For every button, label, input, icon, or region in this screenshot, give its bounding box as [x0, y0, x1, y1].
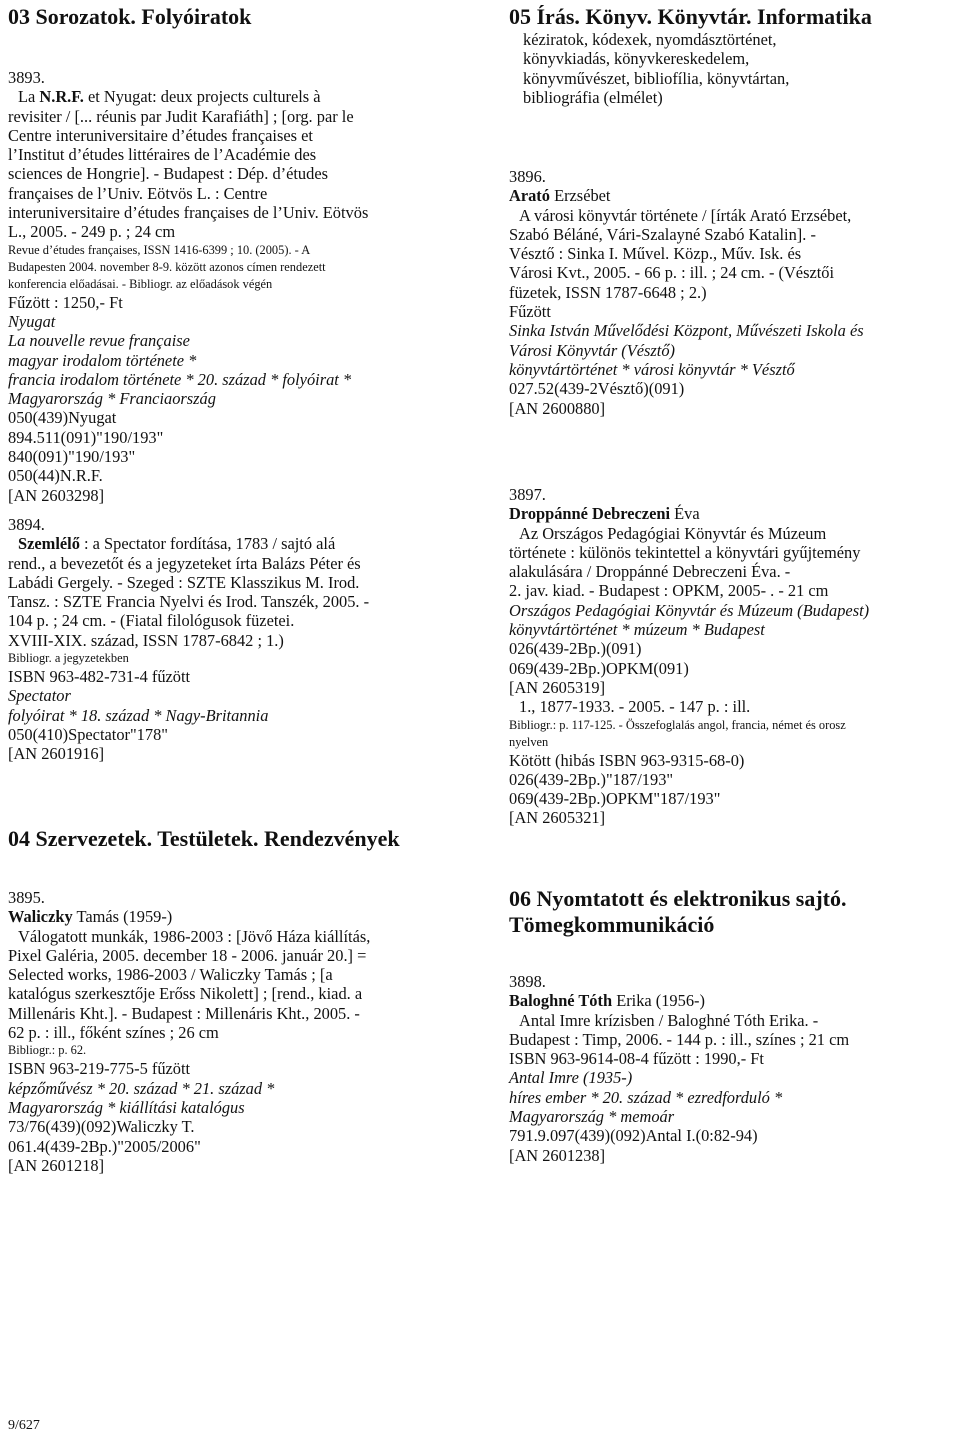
- class-code: 069(439-2Bp.)OPKM"187/193": [509, 789, 721, 809]
- entry-title-line: A városi könyvtár története / [írták Arató Erzsébet,: [519, 205, 852, 225]
- accession-number: [AN 2605319]: [509, 677, 606, 697]
- entry-isbn: ISBN 963-482-731-4 fűzött: [8, 667, 191, 687]
- subject-heading: Magyarország * kiállítási katalógus: [8, 1097, 245, 1117]
- entry-line: Vésztő : Sinka I. Művel. Közp., Műv. Isk. és: [509, 244, 802, 264]
- subject-heading: könyvtártörténet * városi könyvtár * Vésztő: [509, 359, 795, 379]
- entry-line: XVIII-XIX. század, ISSN 1787-6842 ; 1.): [8, 630, 284, 650]
- entry-number: 3898.: [509, 972, 546, 991]
- entry-line: revisiter / [... réunis par Judit Karafiáth] ; [org. par le: [8, 106, 354, 126]
- entry-author: Waliczky Tamás (1959-): [8, 907, 173, 927]
- class-code: 069(439-2Bp.)OPKM(091): [509, 658, 689, 678]
- accession-number: [AN 2600880]: [509, 398, 606, 418]
- entry-line: Városi Kvt., 2005. - 66 p. : ill. ; 24 cm. - (Vésztői: [509, 263, 835, 283]
- subject-heading: könyvtártörténet * múzeum * Budapest: [509, 620, 765, 640]
- entry-note: Bibliogr.: p. 62.: [8, 1043, 87, 1058]
- entry-title-line: La N.R.F. et Nyugat: deux projects culturels à: [18, 87, 321, 107]
- section-heading-03: 03 Sorozatok. Folyóiratok: [8, 4, 252, 29]
- entry-note: nyelven: [509, 734, 549, 749]
- entry-3897: [509, 485, 957, 828]
- entry-line: L., 2005. - 249 p. ; 24 cm: [8, 222, 176, 242]
- entry-line: Millenáris Kht.]. - Budapest : Millenáris Kht., 2005. -: [8, 1003, 360, 1023]
- section-heading-05: 05 Írás. Könyv. Könyvtár. Informatika: [509, 4, 872, 29]
- accession-number: [AN 2601238]: [509, 1145, 606, 1165]
- entry-price: Fűzött : 1250,- Ft: [8, 292, 123, 312]
- entry-line: 62 p. : ill., főként színes ; 26 cm: [8, 1023, 219, 1043]
- class-code: 050(439)Nyugat: [8, 408, 117, 428]
- subject-heading: magyar irodalom története *: [8, 350, 197, 370]
- entry-note: Revue d’études françaises, ISSN 1416-6399 ; 10. (2005). - A: [8, 242, 311, 257]
- subject-heading: Országos Pedagógiai Könyvtár és Múzeum (Budapest): [509, 600, 870, 620]
- entry-note: Bibliogr.: p. 117-125. - Összefoglalás angol, francia, német és orosz: [509, 717, 846, 732]
- subject-heading: Magyarország * memoár: [509, 1107, 675, 1127]
- class-code: 050(410)Spectator"178": [8, 724, 168, 744]
- entry-author: Droppánné Debreczeni Éva: [509, 504, 700, 524]
- class-code: 894.511(091)"190/193": [8, 427, 164, 447]
- class-code: 061.4(439-2Bp.)"2005/2006": [8, 1136, 201, 1156]
- entry-line: interuniversitaire d’études françaises de l’Univ. Eötvös: [8, 203, 369, 223]
- class-code: 026(439-2Bp.)"187/193": [509, 769, 674, 789]
- page-number: 9/627: [8, 1418, 40, 1433]
- entry-line: Pixel Galéria, 2005. december 18 - 2006. január 20.] =: [8, 945, 367, 965]
- entry-note: Bibliogr. a jegyzetekben: [8, 651, 129, 666]
- entry-number: 3897.: [509, 485, 546, 504]
- entry-title-line: Az Országos Pedagógiai Könyvtár és Múzeum: [519, 523, 827, 543]
- accession-number: [AN 2601218]: [8, 1155, 105, 1175]
- subject-heading: folyóirat * 18. század * Nagy-Britannia: [8, 705, 269, 725]
- entry-line: françaises de l’Univ. Eötvös L. : Centre: [8, 183, 268, 203]
- entry-3894: [8, 515, 468, 764]
- entry-author: Baloghné Tóth Erika (1956-): [509, 991, 705, 1011]
- accession-number: [AN 2601916]: [8, 744, 105, 764]
- entry-number: 3895.: [8, 888, 45, 907]
- class-code: 050(44)N.R.F.: [8, 466, 103, 486]
- subject-heading: La nouvelle revue française: [8, 331, 190, 351]
- entry-line: alakulására / Droppánné Debreczeni Éva. -: [509, 562, 791, 582]
- subject-heading: Magyarország * Franciaország: [8, 389, 216, 409]
- entry-3893: [8, 68, 468, 505]
- subject-heading: Városi Könyvtár (Vésztő): [509, 340, 676, 360]
- volume-line: 1., 1877-1933. - 2005. - 147 p. : ill.: [519, 697, 751, 717]
- subject-heading: Antal Imre (1935-): [509, 1068, 633, 1088]
- entry-number: 3894.: [8, 515, 45, 534]
- entry-line: katalógus szerkesztője Erőss Nikolett] ; [rend., kiad. a: [8, 984, 363, 1004]
- entry-line: füzetek, ISSN 1787-6648 ; 2.): [509, 282, 707, 302]
- entry-line: 2. jav. kiad. - Budapest : OPKM, 2005- . - 21 cm: [509, 581, 829, 601]
- subject-heading: híres ember * 20. század * ezredforduló *: [509, 1087, 783, 1107]
- entry-note: Budapesten 2004. november 8-9. között azonos címen rendezett: [8, 259, 326, 274]
- class-code: 791.9.097(439)(092)Antal I.(0:82-94): [509, 1126, 758, 1146]
- subject-heading: francia irodalom története * 20. század * folyóirat *: [8, 369, 352, 389]
- entry-number: 3896.: [509, 167, 546, 186]
- accession-number: [AN 2603298]: [8, 485, 105, 505]
- class-code: 026(439-2Bp.)(091): [509, 639, 642, 659]
- entry-line: Centre interuniversitaire d’études françaises et: [8, 125, 313, 145]
- entry-line: ISBN 963-9614-08-4 fűzött : 1990,- Ft: [509, 1049, 764, 1069]
- subject-heading: képzőművész * 20. század * 21. század *: [8, 1078, 275, 1098]
- entry-title-line: Szemlélő : a Spectator fordítása, 1783 / sajtó alá: [18, 534, 336, 554]
- subject-heading: Nyugat: [8, 311, 56, 331]
- entry-3895: [8, 888, 468, 1175]
- entry-line: Selected works, 1986-2003 / Waliczky Tamás ; [a: [8, 965, 333, 985]
- entry-line: Labádi Gergely. - Szeged : SZTE Klasszikus M. Irod.: [8, 572, 360, 592]
- entry-line: 104 p. ; 24 cm. - (Fiatal filológusok füzetei.: [8, 611, 295, 631]
- entry-line: rend., a bevezetőt és a jegyzeteket írta Balázs Péter és: [8, 553, 361, 573]
- class-code: 840(091)"190/193": [8, 447, 136, 467]
- entry-binding: Fűzött: [509, 302, 551, 322]
- subject-heading: Spectator: [8, 686, 71, 706]
- entry-line: története : különös tekintettel a könyvtári gyűjtemény: [509, 542, 861, 562]
- entry-isbn: ISBN 963-219-775-5 fűzött: [8, 1059, 191, 1079]
- entry-author: Arató Erzsébet: [509, 186, 611, 206]
- entry-line: Budapest : Timp, 2006. - 144 p. : ill., színes ; 21 cm: [509, 1029, 850, 1049]
- entry-title-line: Válogatott munkák, 1986-2003 : [Jövő Háza kiállítás,: [18, 926, 371, 946]
- section-05-scope: kéziratok, kódexek, nyomdásztörténet, könyvkiadás, könyvkereskedelem, könyvművészet, bibliofília, könyvtártan, bibliográfia (elmélet): [523, 30, 790, 107]
- entry-line: Szabó Béláné, Vári-Szalayné Szabó Katalin]. -: [509, 224, 816, 244]
- entry-line: Tansz. : SZTE Francia Nyelvi és Irod. Tanszék, 2005. -: [8, 592, 370, 612]
- entry-3896: [509, 167, 957, 418]
- section-heading-04: 04 Szervezetek. Testületek. Rendezvények: [8, 826, 400, 851]
- entry-3898: [509, 972, 957, 1165]
- entry-title-line: Antal Imre krízisben / Baloghné Tóth Erika. -: [519, 1010, 819, 1030]
- subject-heading: Sinka István Művelődési Központ, Művészeti Iskola és: [509, 321, 864, 341]
- entry-number: 3893.: [8, 68, 45, 87]
- section-heading-06: 06 Nyomtatott és elektronikus sajtó. Tömegkommunikáció: [509, 886, 847, 937]
- entry-line: sciences de Hongrie]. - Budapest : Dép. d’études: [8, 164, 328, 184]
- entry-line: l’Institut d’études littéraires de l’Académie des: [8, 145, 317, 165]
- class-code: 027.52(439-2Vésztő)(091): [509, 379, 685, 399]
- entry-binding: Kötött (hibás ISBN 963-9315-68-0): [509, 750, 745, 770]
- class-code: 73/76(439)(092)Waliczky T.: [8, 1117, 195, 1137]
- accession-number: [AN 2605321]: [509, 808, 606, 828]
- entry-note: konferencia előadásai. - Bibliogr. az előadások végén: [8, 276, 273, 291]
